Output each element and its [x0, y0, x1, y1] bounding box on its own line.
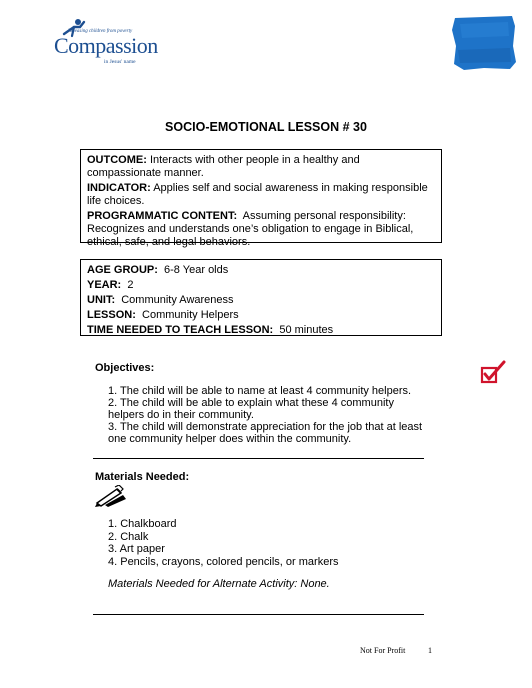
page-title: SOCIO-EMOTIONAL LESSON # 30 — [165, 120, 367, 134]
unit-label: UNIT: — [87, 294, 116, 306]
age-value: 6-8 Year olds — [164, 264, 229, 276]
age-label: AGE GROUP: — [87, 264, 158, 276]
list-item: 1. The child will be able to name at least 4 community helpers. — [108, 385, 412, 397]
content-line — [87, 210, 435, 249]
age-line — [87, 264, 435, 277]
time-line — [87, 324, 435, 337]
lesson-line — [87, 309, 435, 322]
list-item: 3. Art paper — [108, 543, 165, 555]
indicator-label: INDICATOR: — [87, 182, 151, 194]
checkbox-icon — [480, 360, 506, 386]
blue-paint-patch — [452, 16, 516, 70]
materials-list — [108, 518, 338, 568]
lesson-value: Community Helpers — [142, 309, 239, 321]
outcome-box — [80, 149, 442, 248]
section-divider — [93, 614, 424, 615]
unit-line — [87, 294, 435, 307]
outcome-line — [87, 154, 435, 180]
year-value: 2 — [127, 279, 134, 291]
objectives-list — [108, 385, 428, 445]
logo-subline: in Jesus' name — [104, 59, 136, 65]
alternate-materials-note: Materials Needed for Alternate Activity: None. — [108, 578, 330, 590]
logo-tagline: Releasing children from poverty — [68, 29, 133, 34]
compassion-logo — [50, 20, 165, 68]
time-value: 50 minutes — [279, 324, 334, 336]
list-item: 3. The child will demonstrate appreciation for the job that at least one community helper does within the community. — [108, 421, 423, 445]
outcome-label: OUTCOME: — [87, 154, 147, 166]
logo-wordmark: Compassion — [54, 33, 158, 58]
list-item: 4. Pencils, crayons, colored pencils, or markers — [108, 555, 339, 568]
content-text: Assuming personal responsibility: Recognizes and understands one’s obligation to engage in Biblical, ethical, safe, and legal behaviors. — [87, 210, 414, 248]
list-item: 1. Chalkboard — [108, 518, 177, 530]
year-line — [87, 279, 435, 292]
list-item: 2. The child will be able to explain what these 4 community helpers do in their community. — [108, 397, 394, 421]
section-divider — [93, 458, 424, 459]
time-label: TIME NEEDED TO TEACH LESSON: — [87, 324, 274, 336]
unit-value: Community Awareness — [121, 294, 234, 306]
materials-heading: Materials Needed: — [95, 471, 190, 483]
indicator-text: Applies self and social awareness in making responsible life choices. — [87, 182, 428, 207]
objectives-heading: Objectives: — [95, 362, 155, 374]
indicator-line — [87, 182, 435, 208]
pencil-crayon-icon — [95, 485, 127, 507]
year-label: YEAR: — [87, 279, 122, 291]
footer-text: Not For Profit — [360, 646, 406, 655]
lesson-details-box — [80, 259, 442, 336]
page-number: 1 — [428, 646, 432, 655]
list-item: 2. Chalk — [108, 530, 149, 543]
content-label: PROGRAMMATIC CONTENT: — [87, 210, 238, 222]
outcome-text: Interacts with other people in a healthy and compassionate manner. — [87, 154, 360, 179]
lesson-label: LESSON: — [87, 309, 136, 321]
